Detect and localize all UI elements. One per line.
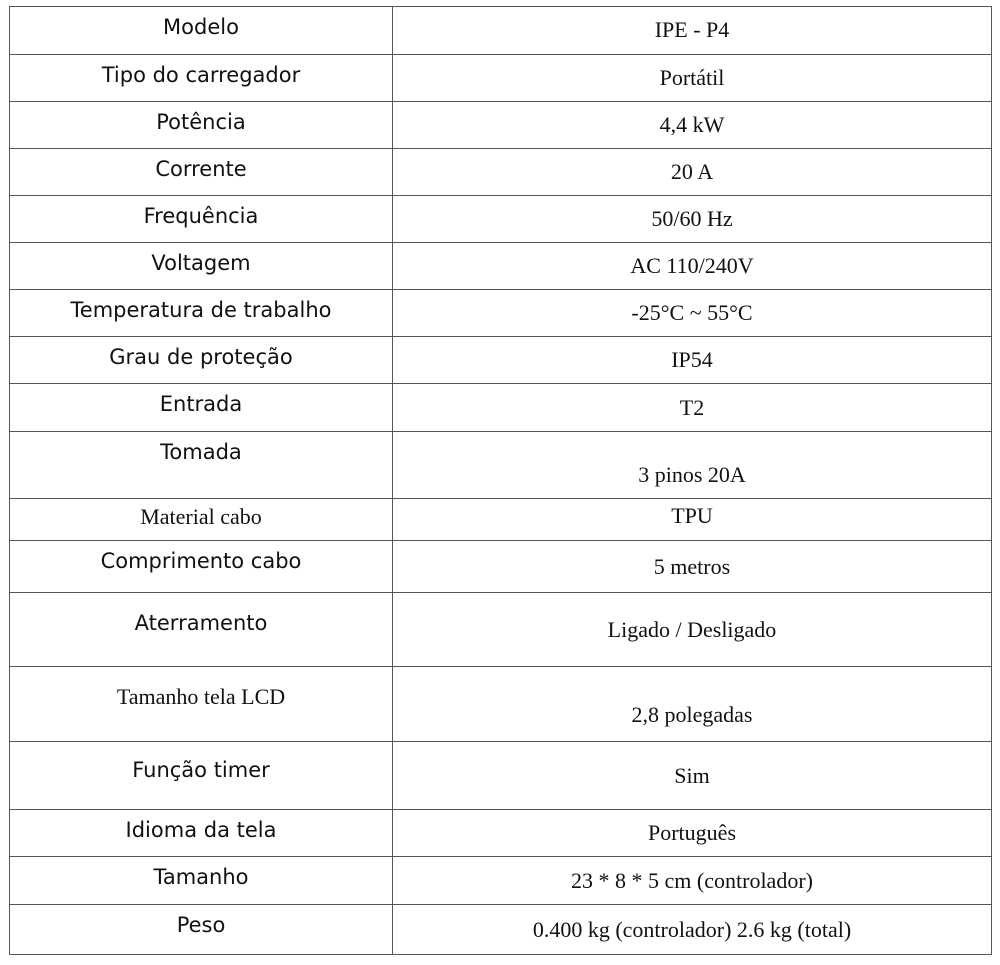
row-label: Frequência — [10, 196, 393, 243]
row-label: Tipo do carregador — [10, 55, 393, 102]
table-row — [10, 7, 992, 55]
row-label: Modelo — [10, 7, 393, 55]
row-value: 0.400 kg (controlador) 2.6 kg (total) — [393, 905, 992, 955]
spec-table — [9, 6, 992, 955]
table-row — [10, 857, 992, 905]
table-row — [10, 337, 992, 384]
table-row — [10, 290, 992, 337]
row-value: IP54 — [393, 337, 992, 384]
table-row — [10, 102, 992, 149]
row-value: Português — [393, 810, 992, 857]
table-row — [10, 384, 992, 432]
row-value: TPU — [393, 499, 992, 541]
row-value: 23 * 8 * 5 cm (controlador) — [393, 857, 992, 905]
row-value: 5 metros — [393, 541, 992, 593]
row-label: Grau de proteção — [10, 337, 393, 384]
table-row — [10, 810, 992, 857]
table-row — [10, 149, 992, 196]
row-label: Idioma da tela — [10, 810, 393, 857]
table-row — [10, 905, 992, 955]
row-value: Portátil — [393, 55, 992, 102]
row-value: 3 pinos 20A — [393, 432, 992, 499]
row-value: IPE - P4 — [393, 7, 992, 55]
row-label: Comprimento cabo — [10, 541, 393, 593]
row-value: AC 110/240V — [393, 243, 992, 290]
table-row — [10, 196, 992, 243]
table-row — [10, 541, 992, 593]
row-label: Voltagem — [10, 243, 393, 290]
row-label: Tomada — [10, 432, 393, 499]
row-label: Aterramento — [10, 593, 393, 667]
row-value: 2,8 polegadas — [393, 667, 992, 742]
table-row — [10, 593, 992, 667]
row-value: T2 — [393, 384, 992, 432]
row-value: 4,4 kW — [393, 102, 992, 149]
row-label: Entrada — [10, 384, 393, 432]
table-row — [10, 499, 992, 541]
row-label: Corrente — [10, 149, 393, 196]
table-row — [10, 432, 992, 499]
table-row — [10, 55, 992, 102]
row-value: 20 A — [393, 149, 992, 196]
table-row — [10, 742, 992, 810]
table-row — [10, 667, 992, 742]
row-label: Material cabo — [10, 499, 393, 541]
row-value: -25°C ~ 55°C — [393, 290, 992, 337]
row-label: Temperatura de trabalho — [10, 290, 393, 337]
row-value: Ligado / Desligado — [393, 593, 992, 667]
row-value: 50/60 Hz — [393, 196, 992, 243]
table-row — [10, 243, 992, 290]
row-label: Peso — [10, 905, 393, 955]
row-label: Função timer — [10, 742, 393, 810]
row-value: Sim — [393, 742, 992, 810]
row-label: Tamanho — [10, 857, 393, 905]
row-label: Tamanho tela LCD — [10, 667, 393, 742]
row-label: Potência — [10, 102, 393, 149]
